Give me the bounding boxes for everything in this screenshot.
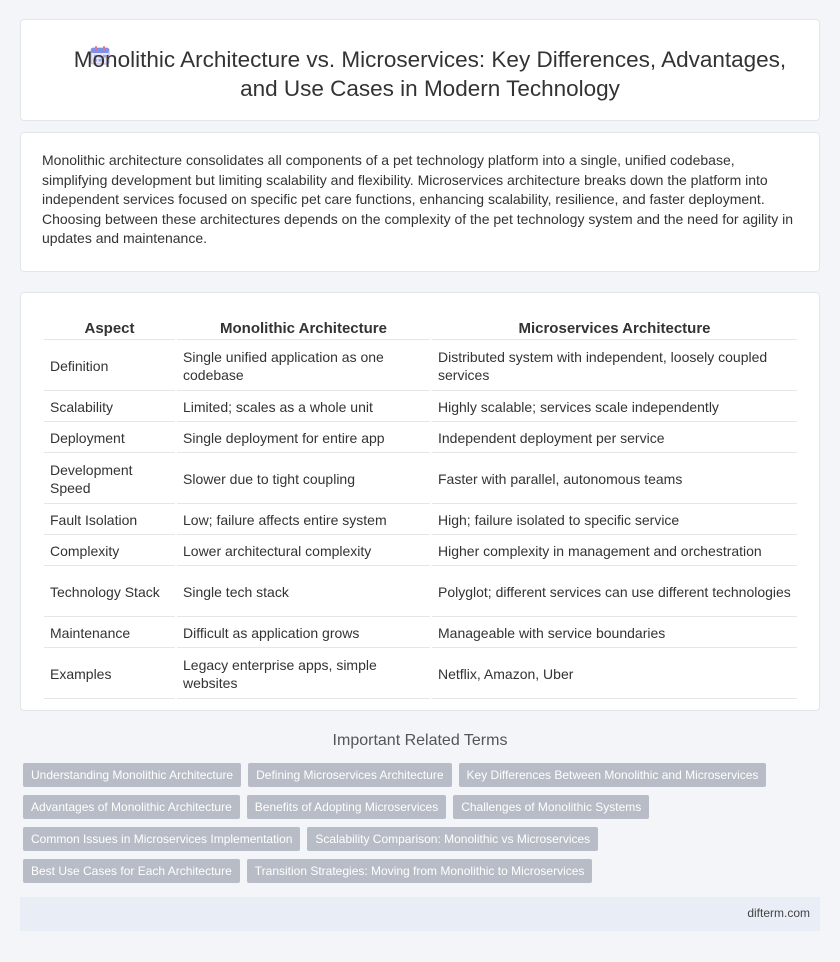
- table-cell-monolithic: Single unified application as one codebase: [177, 342, 430, 391]
- related-terms-tags: [23, 763, 803, 891]
- related-term-tag[interactable]: Best Use Cases for Each Architecture: [23, 859, 240, 883]
- related-term-tag[interactable]: Challenges of Monolithic Systems: [453, 795, 649, 819]
- table-cell-monolithic: Slower due to tight coupling: [177, 455, 430, 504]
- header-monolithic: Monolithic Architecture: [177, 317, 430, 340]
- intro-paragraph: Monolithic architecture consolidates all components of a pet technology platform into a single, unified codebase, simplifying development but limiting scalability and flexibility. Microservices architecture breaks down the platform into independent services focused on specific pet care functions, enhancing scalability, resilience, and faster deployment. Choosing between these architectures depends on the complexity of the pet technology system and the need for agility in updates and maintenance.: [42, 152, 794, 246]
- table-cell-aspect: Examples: [44, 650, 175, 699]
- related-term-tag[interactable]: Advantages of Monolithic Architecture: [23, 795, 240, 819]
- table-row: [44, 619, 797, 648]
- table-cell-aspect: Scalability: [44, 393, 175, 422]
- table-cell-monolithic: Limited; scales as a whole unit: [177, 393, 430, 422]
- table-cell-microservices: Faster with parallel, autonomous teams: [432, 455, 797, 504]
- table-cell-aspect: Fault Isolation: [44, 506, 175, 535]
- related-term-tag[interactable]: Transition Strategies: Moving from Monolithic to Microservices: [247, 859, 593, 883]
- related-term-tag[interactable]: Defining Microservices Architecture: [248, 763, 451, 787]
- related-term-tag[interactable]: Benefits of Adopting Microservices: [247, 795, 446, 819]
- related-term-tag[interactable]: Scalability Comparison: Monolithic vs Microservices: [307, 827, 598, 851]
- table-row: [44, 537, 797, 566]
- intro-card: [20, 132, 820, 272]
- related-terms-heading: Important Related Terms: [332, 732, 508, 749]
- table-cell-microservices: Polyglot; different services can use different technologies: [432, 568, 797, 617]
- table-cell-microservices: Independent deployment per service: [432, 424, 797, 453]
- table-cell-aspect: Maintenance: [44, 619, 175, 648]
- table-cell-monolithic: Single tech stack: [177, 568, 430, 617]
- table-row: [44, 342, 797, 391]
- table-cell-monolithic: Legacy enterprise apps, simple websites: [177, 650, 430, 699]
- table-cell-aspect: Definition: [44, 342, 175, 391]
- comparison-table: [42, 315, 799, 701]
- tag-row: [23, 859, 803, 883]
- table-row: [44, 455, 797, 504]
- table-row: [44, 506, 797, 535]
- table-cell-monolithic: Low; failure affects entire system: [177, 506, 430, 535]
- comparison-table-card: [20, 292, 820, 711]
- related-term-tag[interactable]: Common Issues in Microservices Implementation: [23, 827, 300, 851]
- header-card: [20, 19, 820, 121]
- table-cell-aspect: Deployment: [44, 424, 175, 453]
- table-cell-aspect: Technology Stack: [44, 568, 175, 617]
- table-row: [44, 424, 797, 453]
- header-aspect: Aspect: [44, 317, 175, 340]
- related-term-tag[interactable]: Key Differences Between Monolithic and Microservices: [459, 763, 767, 787]
- tag-row: [23, 827, 803, 851]
- table-cell-microservices: Higher complexity in management and orchestration: [432, 537, 797, 566]
- tag-row: [23, 795, 803, 819]
- table-cell-monolithic: Single deployment for entire app: [177, 424, 430, 453]
- table-cell-microservices: Distributed system with independent, loosely coupled services: [432, 342, 797, 391]
- footer-site-link[interactable]: difterm.com: [747, 906, 810, 920]
- header-microservices: Microservices Architecture: [432, 317, 797, 340]
- page-title: Monolithic Architecture vs. Microservices: Key Differences, Advantages, and Use Cases in Modern Technology: [73, 47, 787, 101]
- table-cell-microservices: Netflix, Amazon, Uber: [432, 650, 797, 699]
- related-term-tag[interactable]: Understanding Monolithic Architecture: [23, 763, 241, 787]
- table-cell-monolithic: Lower architectural complexity: [177, 537, 430, 566]
- table-cell-aspect: Complexity: [44, 537, 175, 566]
- table-row: [44, 568, 797, 617]
- table-row: [44, 393, 797, 422]
- footer: [20, 897, 820, 931]
- table-cell-microservices: Highly scalable; services scale independently: [432, 393, 797, 422]
- table-cell-monolithic: Difficult as application grows: [177, 619, 430, 648]
- table-cell-aspect: Development Speed: [44, 455, 175, 504]
- table-row: [44, 650, 797, 699]
- table-header-row: [44, 317, 797, 340]
- table-cell-microservices: Manageable with service boundaries: [432, 619, 797, 648]
- table-cell-microservices: High; failure isolated to specific service: [432, 506, 797, 535]
- tag-row: [23, 763, 803, 787]
